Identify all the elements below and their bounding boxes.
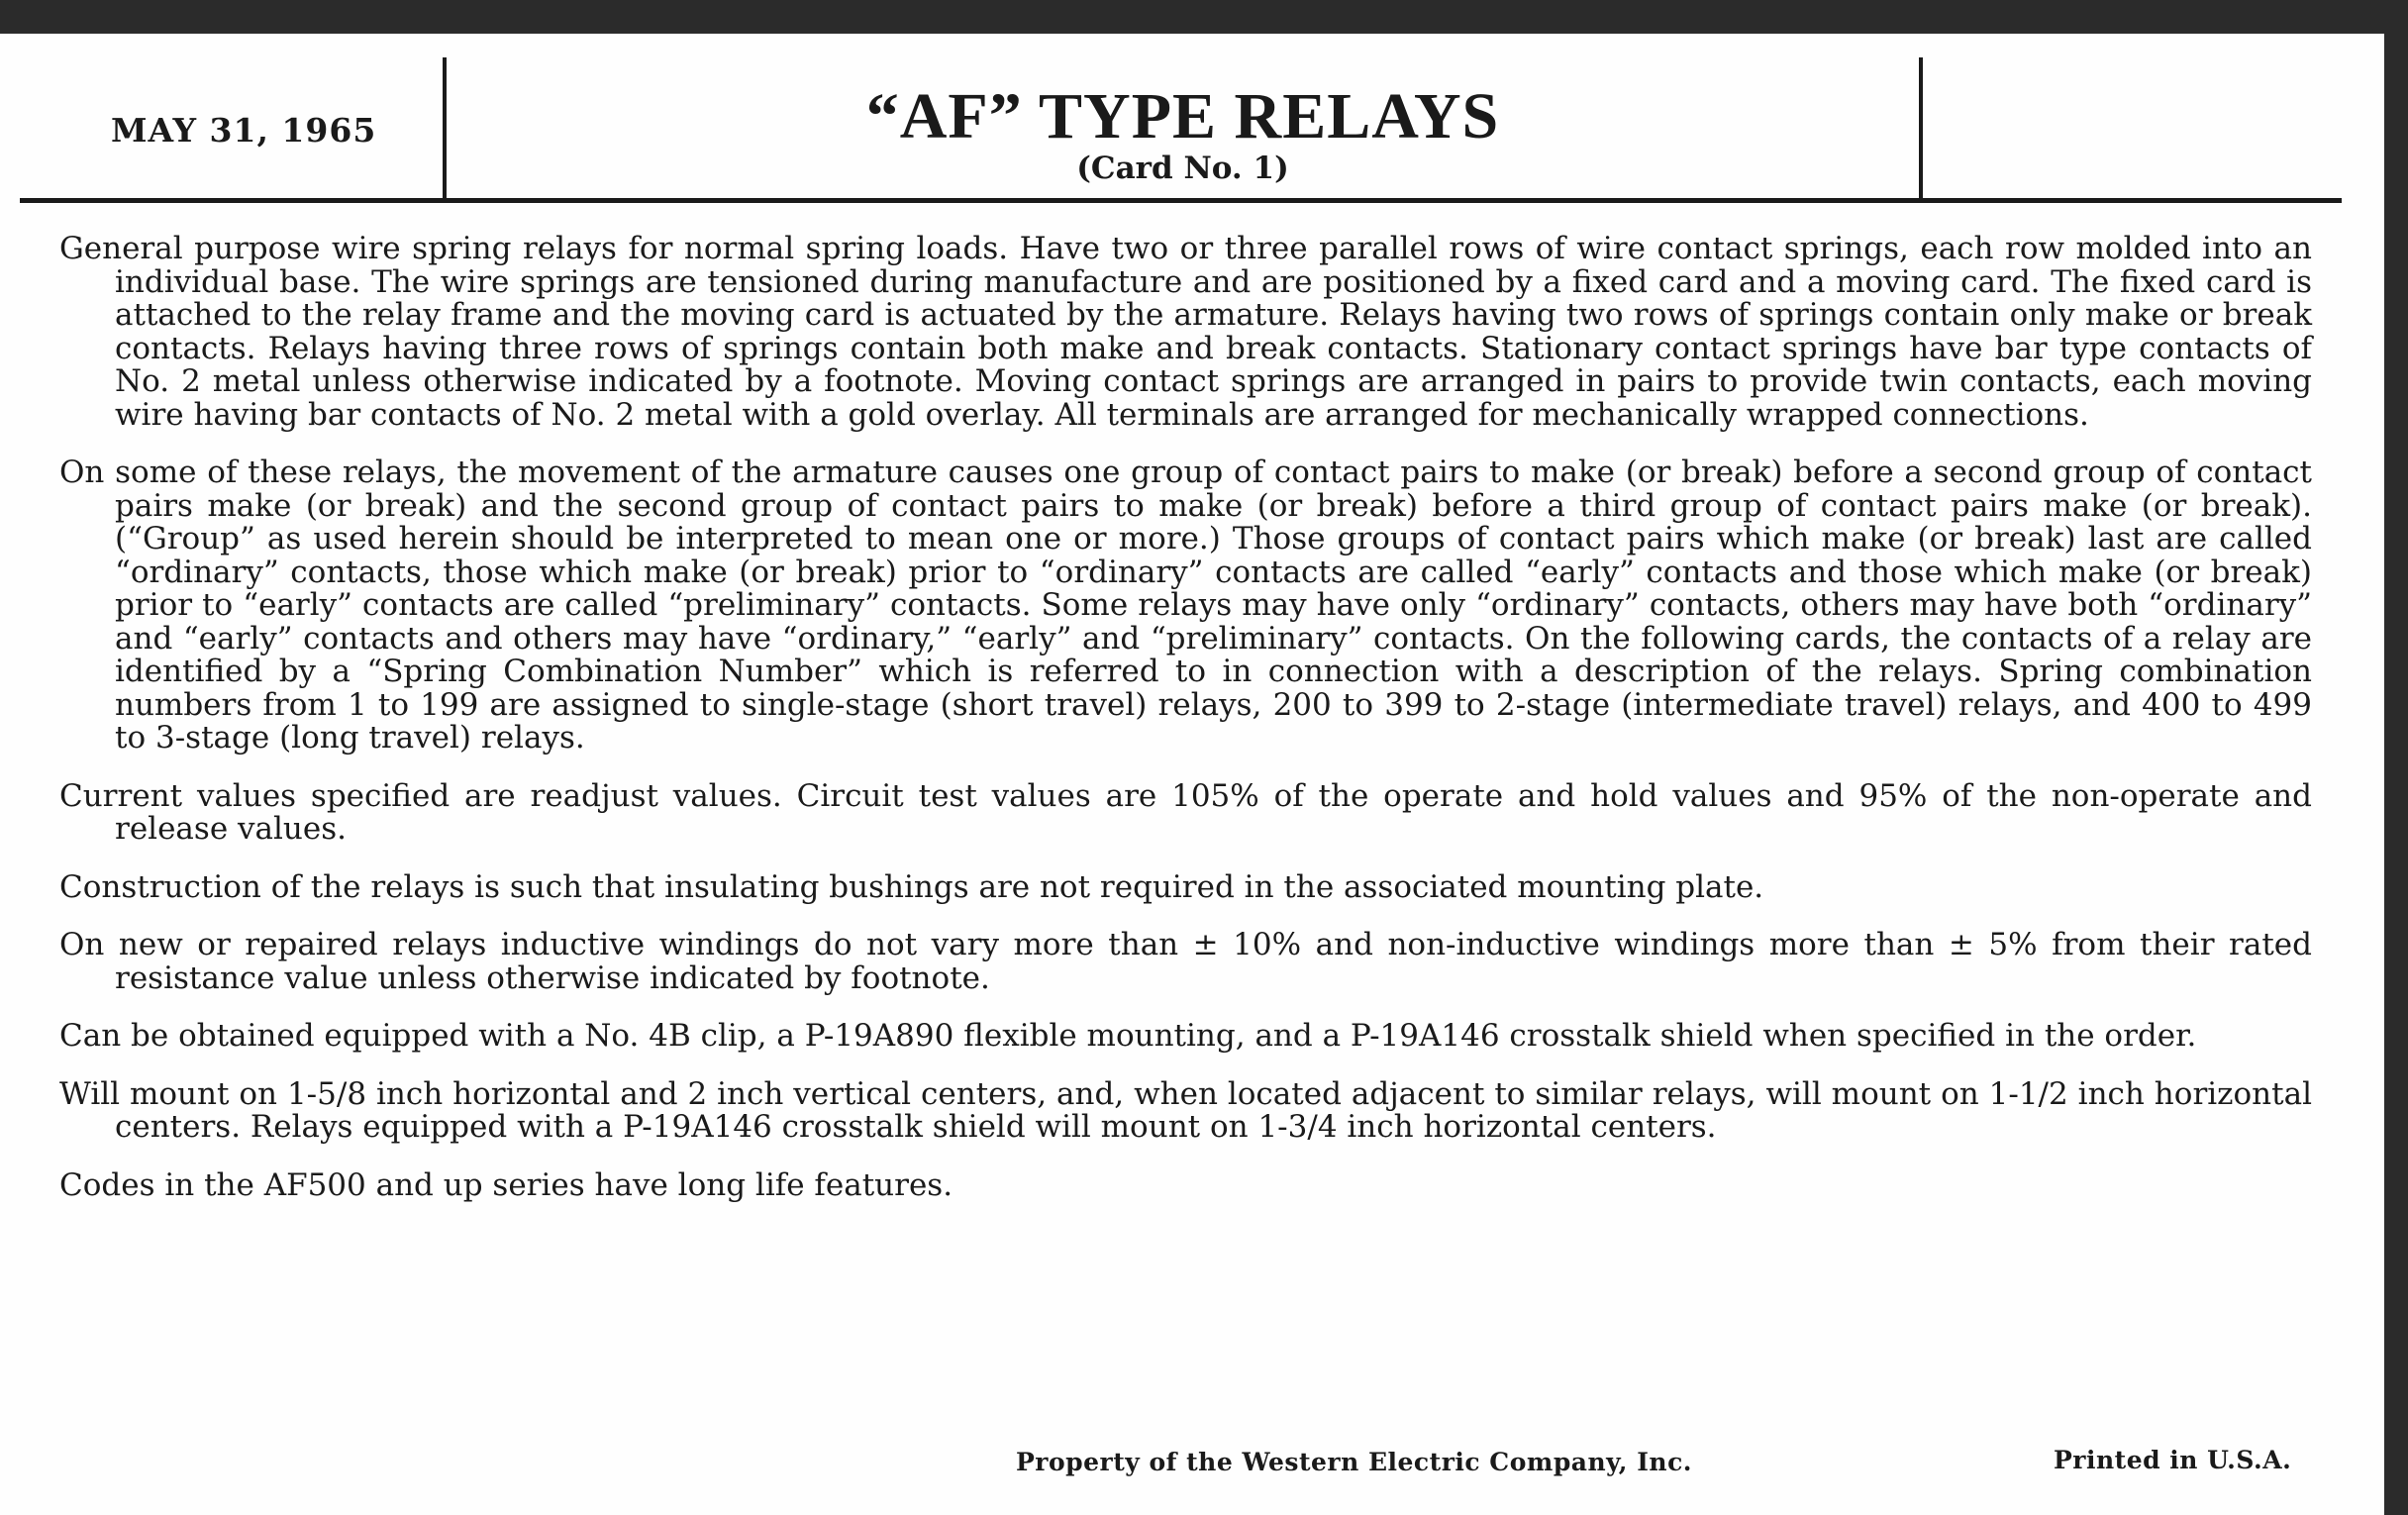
card-title: “AF” TYPE RELAYS	[865, 80, 1500, 152]
footer-printed: Printed in U.S.A.	[2054, 1446, 2292, 1474]
paragraph-current-values: Current values specified are readjust values. Circuit test values are 105% of the operate and hold values and 95% of the non-operate and release values.	[59, 777, 2312, 847]
paragraph-general-purpose: General purpose wire spring relays for normal spring loads. Have two or three parallel rows of wire contact springs, each row molded into an individual base. The wire springs are tensioned during manufacture and are positioned by a fixed card and a moving card. The fixed card is attached to the relay frame and the moving card is actuated by the armature. Relays having two rows of springs contain only make or break contacts. Relays having three rows of springs contain both make and break contacts. Stationary contact springs have bar type contacts of No. 2 metal unless otherwise indicated by a footnote. Moving contact springs are arranged in pairs to provide twin contacts, each moving wire having bar contacts of No. 2 metal with a gold overlay. All terminals are arranged for mechanically wrapped connections.	[59, 231, 2312, 433]
paragraph-mounting: Will mount on 1-5/8 inch horizontal and 2 inch vertical centers, and, when located adjacent to similar relays, will mount on 1-1/2 inch horizontal centers. Relays equipped with a P-19A146 crosstalk shield will mount on 1-3/4 inch horizontal centers.	[59, 1075, 2312, 1145]
scan-border-right	[2384, 0, 2408, 1515]
paragraph-long-life: Codes in the AF500 and up series have long life features.	[59, 1166, 953, 1203]
header-divider-right	[1919, 57, 1923, 199]
card-date: MAY 31, 1965	[111, 111, 377, 150]
card-body	[59, 233, 2312, 1227]
paragraph-windings: On new or repaired relays inductive windings do not vary more than ± 10% and non-inductive windings more than ± 5% from their rated resistance value unless otherwise indicated by footnote.	[59, 927, 2312, 996]
paragraph-construction: Construction of the relays is such that insulating bushings are not required in the associated mounting plate.	[59, 868, 1764, 905]
scan-border-top	[0, 0, 2408, 34]
paragraph-contact-groups: On some of these relays, the movement of the armature causes one group of contact pairs to make (or break) before a second group of contact pairs make (or break) and the second group of contact pairs to make (or break) before a third group of contact pairs make (or break). (“Group” as used herein should be interpreted to mean one or more.) Those groups of contact pairs which make (or break) last are called “ordinary” contacts, those which make (or break) prior to “ordinary” contacts are called “early” contacts and those which make (or break) prior to “early” contacts are called “preliminary” contacts. Some relays may have only “ordinary” contacts, others may have both “ordinary” and “early” contacts and others may have “ordinary,” “early” and “preliminary” contacts. On the following cards, the contacts of a relay are identified by a “Spring Combination Number” which is referred to in connection with a description of the relays. Spring combination numbers from 1 to 199 are assigned to single-stage (short travel) relays, 200 to 399 to 2-stage (intermediate travel) relays, and 400 to 499 to 3-stage (long travel) relays.	[59, 454, 2312, 756]
header-rule	[20, 198, 2342, 203]
footer-property: Property of the Western Electric Company, Inc.	[1016, 1448, 1693, 1476]
paragraph-equipment: Can be obtained equipped with a No. 4B clip, a P-19A890 flexible mounting, and a P-19A146 crosstalk shield when specified in the order.	[59, 1018, 2197, 1054]
card-subtitle: (Card No. 1)	[1076, 151, 1289, 186]
